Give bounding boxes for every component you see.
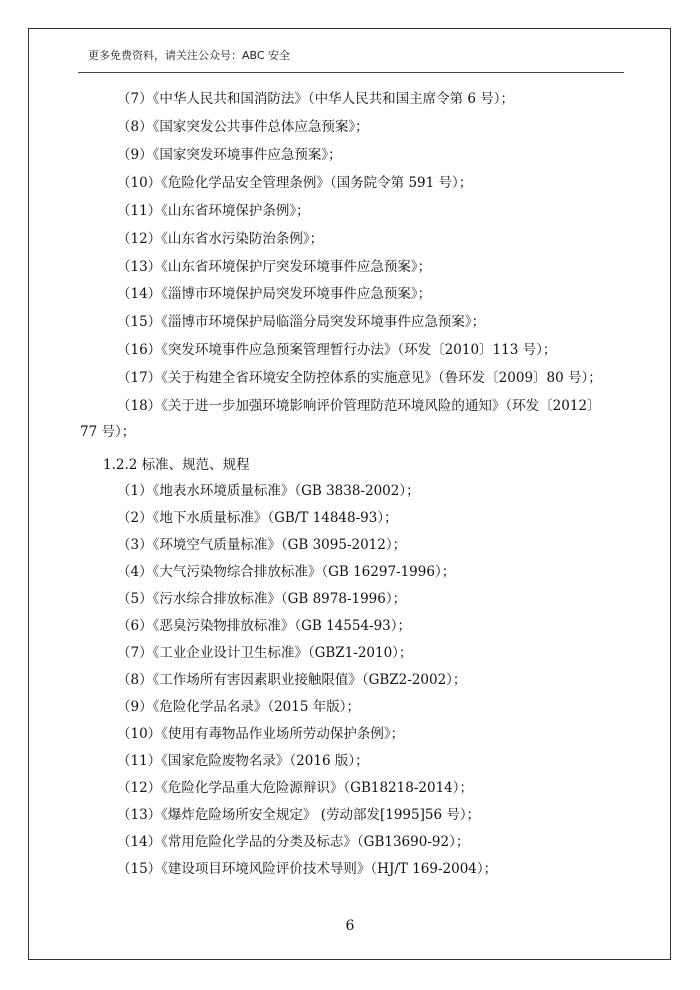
law-item: （15）《淄博市环境保护局临淄分局突发环境事件应急预案》； <box>117 314 486 330</box>
standard-item: （15）《建设项目环境风险评价技术导则》（HJ/T 169-2004）； <box>117 861 498 877</box>
standard-item: （10）《使用有毒物品作业场所劳动保护条例》； <box>117 726 405 742</box>
standard-item: （6）《恶臭污染物排放标准》（GB 14554-93）； <box>117 618 412 634</box>
standard-item: （7）《工业企业设计卫生标准》（GBZ1-2010）； <box>117 645 413 661</box>
standard-item: （2）《地下水质量标准》（GB/T 14848-93）； <box>117 510 398 526</box>
law-item: （14）《淄博市环境保护局突发环境事件应急预案》； <box>117 286 432 302</box>
standard-item: （14）《常用危险化学品的分类及标志》（GB13690-92）； <box>117 834 470 850</box>
standard-item: （8）《工作场所有害因素职业接触限值》（GBZ2-2002）； <box>117 672 467 688</box>
law-item: （12）《山东省水污染防治条例》； <box>117 231 324 247</box>
standard-item: （4）《大气污染物综合排放标准》（GB 16297-1996）； <box>117 564 456 580</box>
law-item: （17）《关于构建全省环境安全防控体系的实施意见》（鲁环发〔2009〕80 号）； <box>117 370 602 386</box>
header-note: 更多免费资料，请关注公众号：ABC 安全 <box>88 49 291 62</box>
law-item: （10）《危险化学品安全管理条例》（国务院令第 591 号）； <box>117 175 473 191</box>
law-item: （13）《山东省环境保护厅突发环境事件应急预案》； <box>117 259 432 275</box>
law-item: （8）《国家突发公共事件总体应急预案》； <box>117 119 369 135</box>
page-number: 6 <box>345 918 355 934</box>
law-item: （11）《山东省环境保护条例》； <box>117 203 310 219</box>
standard-item: （11）《国家危险废物名录》（2016 版）； <box>117 753 369 769</box>
standard-item: （12）《危险化学品重大危险源辩识》（GB18218-2014）； <box>117 780 473 796</box>
standard-item: （13）《爆炸危险场所安全规定》 (劳动部发[1995]56 号）； <box>117 807 481 823</box>
section-heading: 1.2.2 标准、规范、规程 <box>103 457 250 473</box>
standard-item: （9）《危险化学品名录》（2015 年版）； <box>117 699 360 715</box>
standard-item: （5）《污水综合排放标准》（GB 8978-1996）； <box>117 591 407 607</box>
header-divider <box>78 72 624 73</box>
law-item: （7）《中华人民共和国消防法》（中华人民共和国主席令第 6 号）； <box>117 91 515 107</box>
law-item: （9）《国家突发环境事件应急预案》； <box>117 147 342 163</box>
standard-item: （1）《地表水环境质量标准》（GB 3838-2002）； <box>117 483 420 499</box>
law-item: （18）《关于进一步加强环境影响评价管理防范环境风险的通知》（环发〔2012〕 <box>117 398 601 414</box>
standard-item: （3）《环境空气质量标准》（GB 3095-2012）； <box>117 537 407 553</box>
law-item: （16）《突发环境事件应急预案管理暂行办法》（环发〔2010〕113 号）； <box>117 342 557 358</box>
law-item-continuation: 77 号）； <box>80 424 136 440</box>
